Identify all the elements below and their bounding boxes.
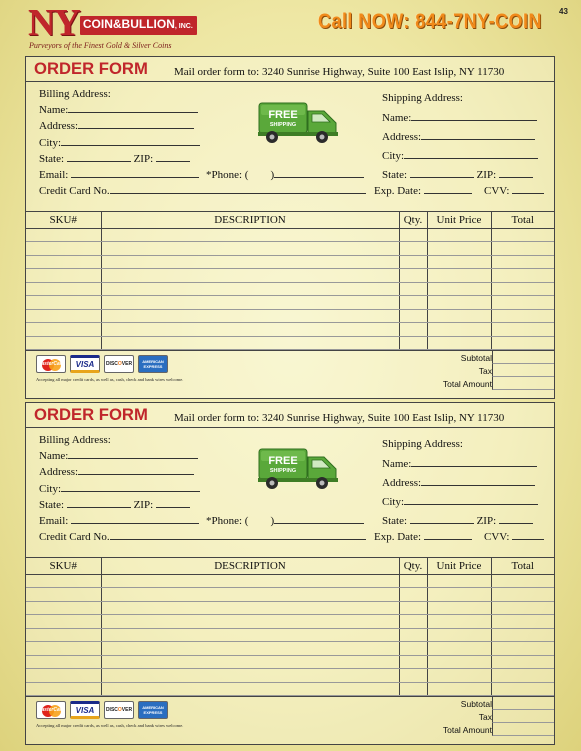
- table-cell[interactable]: [491, 296, 554, 310]
- table-row[interactable]: [26, 588, 554, 602]
- form-title: ORDER FORM: [34, 59, 148, 78]
- col-unit-price: Unit Price: [427, 558, 491, 574]
- total-amount-input[interactable]: [492, 377, 554, 390]
- table-row[interactable]: [26, 309, 554, 323]
- billing-address-field[interactable]: Address:: [39, 119, 194, 133]
- order-items-table: [26, 212, 554, 350]
- table-cell[interactable]: [101, 601, 399, 615]
- table-cell[interactable]: [427, 655, 491, 669]
- table-row[interactable]: [26, 296, 554, 310]
- table-cell[interactable]: [399, 669, 427, 683]
- table-cell[interactable]: [26, 601, 101, 615]
- table-cell[interactable]: [26, 588, 101, 602]
- discover-icon: DISC O VER: [104, 355, 134, 373]
- table-row[interactable]: [26, 269, 554, 283]
- mail-to-address: Mail order form to: 3240 Sunrise Highway, Suite 100 East Islip, NY 11730: [174, 66, 505, 78]
- free-shipping-truck-icon: [258, 101, 340, 145]
- subtotal-row: Subtotal: [406, 351, 554, 364]
- table-cell[interactable]: [26, 323, 101, 337]
- table-cell[interactable]: [101, 296, 399, 310]
- totals-block: [406, 697, 554, 747]
- col-sku: SKU#: [26, 212, 101, 228]
- table-cell[interactable]: [427, 682, 491, 696]
- table-cell[interactable]: [427, 588, 491, 602]
- table-cell[interactable]: [491, 601, 554, 615]
- table-cell[interactable]: [491, 269, 554, 283]
- exp-date-field[interactable]: Exp. Date:: [374, 184, 472, 198]
- col-sku: SKU#: [26, 558, 101, 574]
- divider: [26, 81, 554, 82]
- table-header-row: [26, 558, 554, 574]
- cvv-field[interactable]: CVV:: [484, 184, 544, 198]
- table-cell[interactable]: [101, 628, 399, 642]
- table-cell[interactable]: [491, 642, 554, 656]
- table-cell[interactable]: [26, 242, 101, 256]
- shipping-state-field[interactable]: State: ZIP:: [382, 514, 533, 528]
- table-cell[interactable]: [399, 628, 427, 642]
- table-cell[interactable]: [26, 628, 101, 642]
- table-row[interactable]: [26, 242, 554, 256]
- table-cell[interactable]: [399, 296, 427, 310]
- company-logo: [28, 2, 197, 50]
- table-cell[interactable]: [399, 682, 427, 696]
- billing-address-field[interactable]: Address:: [39, 465, 194, 479]
- cvv-field[interactable]: CVV:: [484, 530, 544, 544]
- table-cell[interactable]: [427, 601, 491, 615]
- table-row[interactable]: [26, 669, 554, 683]
- logo-tagline: Purveyors of the Finest Gold & Silver Coins: [29, 41, 172, 50]
- table-cell[interactable]: [101, 655, 399, 669]
- table-cell[interactable]: [101, 242, 399, 256]
- table-cell[interactable]: [399, 228, 427, 242]
- shipping-name-field[interactable]: Name:: [382, 457, 537, 471]
- table-cell[interactable]: [399, 336, 427, 350]
- order-items-table: [26, 558, 554, 696]
- table-cell[interactable]: [427, 642, 491, 656]
- table-row[interactable]: [26, 574, 554, 588]
- subtotal-input[interactable]: [492, 697, 554, 710]
- billing-email-field[interactable]: Email:: [39, 168, 199, 182]
- phone-field[interactable]: *Phone: ( ): [206, 514, 364, 528]
- billing-name-field[interactable]: Name:: [39, 449, 198, 463]
- billing-city-field[interactable]: City:: [39, 136, 200, 150]
- table-cell[interactable]: [26, 336, 101, 350]
- table-row[interactable]: [26, 655, 554, 669]
- total-amount-row: Total Amount: [406, 377, 554, 390]
- shipping-state-field[interactable]: State: ZIP:: [382, 168, 533, 182]
- table-cell[interactable]: [491, 242, 554, 256]
- truck-shipping-text: SHIPPING: [269, 122, 297, 128]
- table-cell[interactable]: [491, 628, 554, 642]
- page-number: 43: [559, 7, 568, 16]
- table-cell[interactable]: [427, 296, 491, 310]
- billing-heading: Billing Address:: [39, 434, 111, 446]
- table-cell[interactable]: [26, 682, 101, 696]
- table-cell[interactable]: [491, 682, 554, 696]
- shipping-address-field[interactable]: Address:: [382, 130, 535, 144]
- col-qty: Qty.: [399, 212, 427, 228]
- table-cell[interactable]: [491, 655, 554, 669]
- table-cell[interactable]: [101, 682, 399, 696]
- shipping-name-field[interactable]: Name:: [382, 111, 537, 125]
- divider: [26, 427, 554, 428]
- table-cell[interactable]: [491, 615, 554, 629]
- shipping-city-field[interactable]: City:: [382, 149, 538, 163]
- mastercard-icon: MasterCard: [36, 701, 66, 719]
- table-cell[interactable]: [491, 669, 554, 683]
- page-header: [0, 0, 581, 56]
- truck-free-text: FREE: [268, 455, 298, 467]
- table-cell[interactable]: [399, 574, 427, 588]
- table-cell[interactable]: [399, 601, 427, 615]
- table-cell[interactable]: [399, 642, 427, 656]
- amex-icon: AMERICAN EXPRESS: [138, 701, 168, 719]
- form-footer: [26, 350, 554, 400]
- tax-row: Tax: [406, 710, 554, 723]
- table-row[interactable]: [26, 282, 554, 296]
- table-cell[interactable]: [399, 282, 427, 296]
- table-cell[interactable]: [399, 588, 427, 602]
- billing-heading: Billing Address:: [39, 88, 111, 100]
- visa-icon: VISA: [70, 701, 100, 719]
- col-description: DESCRIPTION: [101, 558, 399, 574]
- table-cell[interactable]: [101, 615, 399, 629]
- total-amount-row: Total Amount: [406, 723, 554, 736]
- col-description: DESCRIPTION: [101, 212, 399, 228]
- table-header-row: [26, 212, 554, 228]
- table-cell[interactable]: [427, 282, 491, 296]
- table-cell[interactable]: [101, 255, 399, 269]
- table-cell[interactable]: [399, 309, 427, 323]
- table-cell[interactable]: [427, 628, 491, 642]
- order-form: [25, 402, 555, 745]
- table-row[interactable]: [26, 255, 554, 269]
- col-qty: Qty.: [399, 558, 427, 574]
- table-cell[interactable]: [427, 323, 491, 337]
- shipping-heading: Shipping Address:: [382, 438, 463, 450]
- billing-state-field[interactable]: State: ZIP:: [39, 498, 190, 512]
- tax-input[interactable]: [492, 364, 554, 377]
- table-cell[interactable]: [491, 336, 554, 350]
- table-cell[interactable]: [26, 228, 101, 242]
- accepted-cards: [36, 701, 168, 719]
- table-cell[interactable]: [101, 282, 399, 296]
- table-cell[interactable]: [26, 255, 101, 269]
- table-cell[interactable]: [26, 574, 101, 588]
- table-cell[interactable]: [399, 615, 427, 629]
- table-cell[interactable]: [399, 323, 427, 337]
- table-row[interactable]: [26, 628, 554, 642]
- table-cell[interactable]: [399, 269, 427, 283]
- table-cell[interactable]: [399, 255, 427, 269]
- table-cell[interactable]: [491, 309, 554, 323]
- shipping-address-field[interactable]: Address:: [382, 476, 535, 490]
- total-amount-input[interactable]: [492, 723, 554, 736]
- tax-input[interactable]: [492, 710, 554, 723]
- order-form: [25, 56, 555, 399]
- exp-date-field[interactable]: Exp. Date:: [374, 530, 472, 544]
- table-cell[interactable]: [491, 588, 554, 602]
- table-cell[interactable]: [491, 255, 554, 269]
- call-now-phone[interactable]: Call NOW: 844-7NY-COIN: [318, 10, 542, 33]
- table-cell[interactable]: [26, 269, 101, 283]
- table-cell[interactable]: [399, 242, 427, 256]
- totals-block: [406, 351, 554, 401]
- form-title: ORDER FORM: [34, 405, 148, 424]
- billing-city-field[interactable]: City:: [39, 482, 200, 496]
- table-cell[interactable]: [491, 574, 554, 588]
- subtotal-input[interactable]: [492, 351, 554, 364]
- table-cell[interactable]: [26, 669, 101, 683]
- logo-text: COIN&BULLION, INC.: [80, 16, 197, 35]
- table-cell[interactable]: [427, 228, 491, 242]
- truck-shipping-text: SHIPPING: [269, 468, 297, 474]
- table-row[interactable]: [26, 228, 554, 242]
- table-cell[interactable]: [427, 336, 491, 350]
- table-cell[interactable]: [427, 669, 491, 683]
- table-row[interactable]: [26, 642, 554, 656]
- visa-icon: VISA: [70, 355, 100, 373]
- table-cell[interactable]: [491, 282, 554, 296]
- table-cell[interactable]: [26, 655, 101, 669]
- table-cell[interactable]: [427, 269, 491, 283]
- phone-field[interactable]: *Phone: ( ): [206, 168, 364, 182]
- accepted-cards: [36, 355, 168, 373]
- table-row[interactable]: [26, 682, 554, 696]
- amex-icon: AMERICAN EXPRESS: [138, 355, 168, 373]
- mail-to-address: Mail order form to: 3240 Sunrise Highway, Suite 100 East Islip, NY 11730: [174, 412, 505, 424]
- table-cell[interactable]: [101, 228, 399, 242]
- mastercard-icon: MasterCard: [36, 355, 66, 373]
- table-cell[interactable]: [101, 309, 399, 323]
- billing-state-field[interactable]: State: ZIP:: [39, 152, 190, 166]
- table-cell[interactable]: [427, 242, 491, 256]
- table-row[interactable]: [26, 601, 554, 615]
- table-cell[interactable]: [101, 574, 399, 588]
- credit-card-field[interactable]: Credit Card No.: [39, 530, 366, 544]
- table-cell[interactable]: [26, 615, 101, 629]
- payment-note: Accepting all major credit cards, as well as, cash, check and bank wires welcome.: [36, 723, 184, 728]
- table-cell[interactable]: [101, 269, 399, 283]
- table-cell[interactable]: [26, 296, 101, 310]
- table-cell[interactable]: [427, 574, 491, 588]
- table-cell[interactable]: [101, 669, 399, 683]
- table-cell[interactable]: [101, 642, 399, 656]
- shipping-city-field[interactable]: City:: [382, 495, 538, 509]
- billing-name-field[interactable]: Name:: [39, 103, 198, 117]
- table-cell[interactable]: [427, 615, 491, 629]
- table-cell[interactable]: [26, 282, 101, 296]
- payment-note: Accepting all major credit cards, as well as, cash, check and bank wires welcome.: [36, 377, 184, 382]
- table-row[interactable]: [26, 323, 554, 337]
- col-unit-price: Unit Price: [427, 212, 491, 228]
- discover-icon: DISC O VER: [104, 701, 134, 719]
- free-shipping-truck-icon: [258, 447, 340, 491]
- credit-card-field[interactable]: Credit Card No.: [39, 184, 366, 198]
- shipping-heading: Shipping Address:: [382, 92, 463, 104]
- form-footer: [26, 696, 554, 746]
- table-cell[interactable]: [427, 255, 491, 269]
- table-cell[interactable]: [101, 336, 399, 350]
- col-total: Total: [491, 558, 554, 574]
- tax-row: Tax: [406, 364, 554, 377]
- truck-free-text: FREE: [268, 109, 298, 121]
- col-total: Total: [491, 212, 554, 228]
- table-row[interactable]: [26, 615, 554, 629]
- table-cell[interactable]: [26, 309, 101, 323]
- table-cell[interactable]: [101, 323, 399, 337]
- table-cell[interactable]: [491, 228, 554, 242]
- table-cell[interactable]: [491, 323, 554, 337]
- table-cell[interactable]: [101, 588, 399, 602]
- billing-email-field[interactable]: Email:: [39, 514, 199, 528]
- table-cell[interactable]: [427, 309, 491, 323]
- logo-ny: NY: [28, 2, 79, 44]
- table-cell[interactable]: [26, 642, 101, 656]
- table-row[interactable]: [26, 336, 554, 350]
- table-cell[interactable]: [399, 655, 427, 669]
- subtotal-row: Subtotal: [406, 697, 554, 710]
